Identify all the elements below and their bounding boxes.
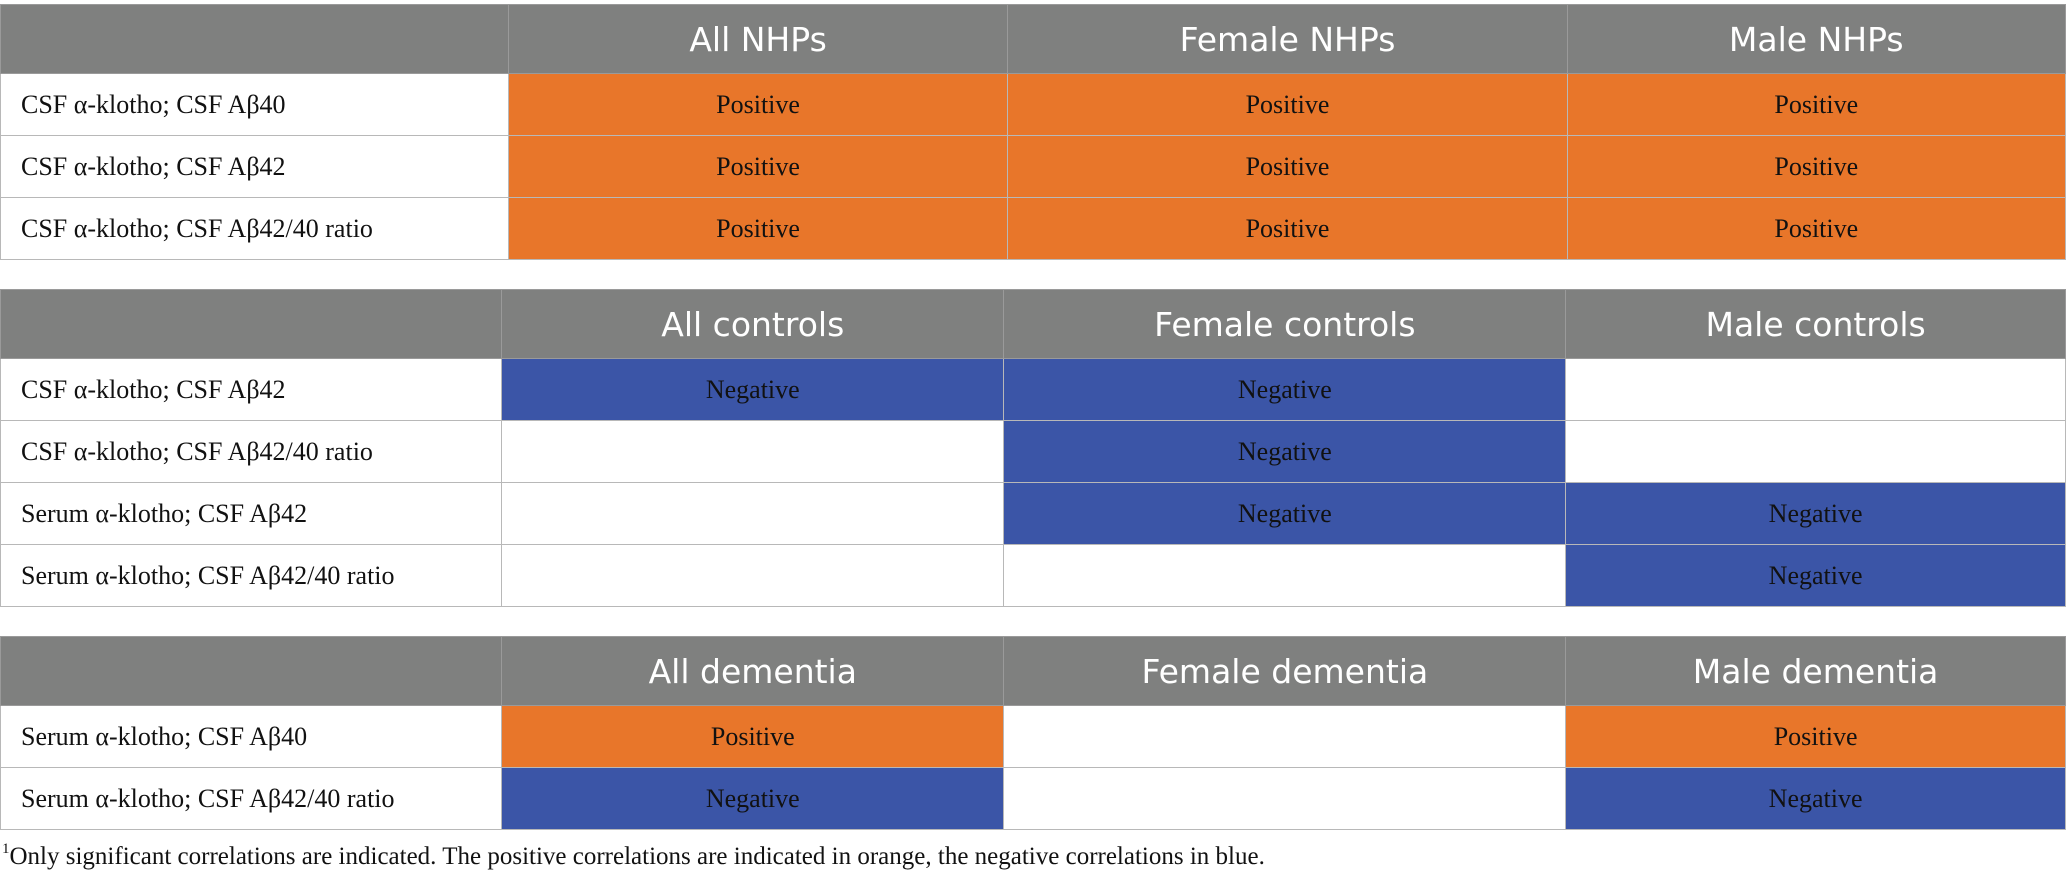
row-label: CSF α-klotho; CSF Aβ42 <box>1 136 509 198</box>
column-header: Male dementia <box>1566 637 2066 706</box>
footnote-text: Only significant correlations are indicated. The positive correlations are indicated in orange, the negative correlations in blue. <box>9 843 1265 870</box>
positive-cell: Positive <box>1008 198 1567 260</box>
controls-table <box>0 289 2066 607</box>
table-row <box>1 198 2066 260</box>
column-header: All NHPs <box>508 5 1008 74</box>
row-label: Serum α-klotho; CSF Aβ42 <box>1 483 502 545</box>
positive-cell: Positive <box>508 136 1008 198</box>
negative-cell: Negative <box>1566 483 2066 545</box>
empty-cell <box>1004 706 1566 768</box>
row-label: Serum α-klotho; CSF Aβ40 <box>1 706 502 768</box>
empty-cell <box>1566 421 2066 483</box>
column-header: Female dementia <box>1004 637 1566 706</box>
negative-cell: Negative <box>1004 483 1566 545</box>
positive-cell: Positive <box>1008 74 1567 136</box>
row-label: CSF α-klotho; CSF Aβ40 <box>1 74 509 136</box>
positive-cell: Positive <box>1567 136 2065 198</box>
empty-cell <box>502 483 1004 545</box>
column-header: All controls <box>502 290 1004 359</box>
positive-cell: Positive <box>508 74 1008 136</box>
row-label: CSF α-klotho; CSF Aβ42 <box>1 359 502 421</box>
empty-cell <box>1004 768 1566 830</box>
row-label: CSF α-klotho; CSF Aβ42/40 ratio <box>1 198 509 260</box>
table-row <box>1 421 2066 483</box>
dementia-table <box>0 636 2066 830</box>
footnote-marker: 1 <box>2 841 10 857</box>
negative-cell: Negative <box>1566 545 2066 607</box>
footnote <box>2 843 1265 871</box>
table-row <box>1 545 2066 607</box>
empty-cell <box>502 545 1004 607</box>
negative-cell: Negative <box>1004 359 1566 421</box>
table-row <box>1 359 2066 421</box>
table-header-row <box>1 637 2066 706</box>
positive-cell: Positive <box>502 706 1004 768</box>
positive-cell: Positive <box>1567 198 2065 260</box>
positive-cell: Positive <box>1567 74 2065 136</box>
table-row <box>1 768 2066 830</box>
empty-cell <box>1566 359 2066 421</box>
table-row <box>1 706 2066 768</box>
negative-cell: Negative <box>502 359 1004 421</box>
row-label: Serum α-klotho; CSF Aβ42/40 ratio <box>1 768 502 830</box>
row-label: CSF α-klotho; CSF Aβ42/40 ratio <box>1 421 502 483</box>
empty-cell <box>1004 545 1566 607</box>
negative-cell: Negative <box>1566 768 2066 830</box>
column-header: All dementia <box>502 637 1004 706</box>
positive-cell: Positive <box>1008 136 1567 198</box>
column-header: Male NHPs <box>1567 5 2065 74</box>
table-row <box>1 136 2066 198</box>
empty-cell <box>502 421 1004 483</box>
table-row <box>1 74 2066 136</box>
positive-cell: Positive <box>508 198 1008 260</box>
positive-cell: Positive <box>1566 706 2066 768</box>
header-corner <box>1 5 509 74</box>
column-header: Male controls <box>1566 290 2066 359</box>
table-row <box>1 483 2066 545</box>
negative-cell: Negative <box>502 768 1004 830</box>
header-corner <box>1 290 502 359</box>
column-header: Female NHPs <box>1008 5 1567 74</box>
table-header-row <box>1 290 2066 359</box>
negative-cell: Negative <box>1004 421 1566 483</box>
nhp-table <box>0 4 2066 260</box>
table-header-row <box>1 5 2066 74</box>
column-header: Female controls <box>1004 290 1566 359</box>
row-label: Serum α-klotho; CSF Aβ42/40 ratio <box>1 545 502 607</box>
header-corner <box>1 637 502 706</box>
